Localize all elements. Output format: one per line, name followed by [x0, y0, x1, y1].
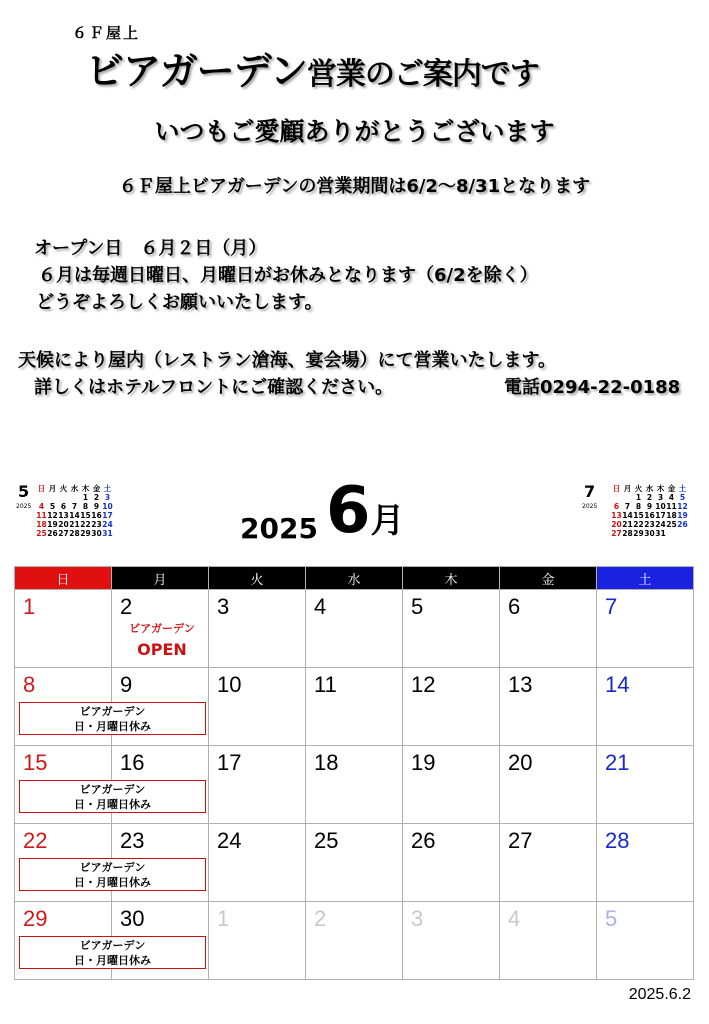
mini-day: 15: [633, 511, 644, 520]
mini-day: 11: [36, 511, 47, 520]
calendar-day-cell: [306, 746, 403, 824]
mini-day: 8: [82, 502, 89, 511]
calendar-month-suffix: 月: [370, 501, 405, 541]
mini-day: 14: [69, 511, 80, 520]
mini-july-month: 7: [584, 482, 596, 501]
closed-notice-box: [19, 858, 206, 891]
mini-day: [611, 493, 622, 502]
mini-weekday: 火: [634, 484, 643, 493]
weekday-thu: 木: [403, 567, 500, 590]
calendar-day-cell: [15, 668, 151, 746]
closed-notice-days: 日・月曜日休み: [74, 876, 151, 889]
calendar-day-number: 4: [314, 594, 327, 619]
mini-day: 15: [80, 511, 91, 520]
mini-day: 4: [668, 493, 675, 502]
calendar-day-cell: [597, 824, 694, 902]
calendar-day-number: 3: [217, 594, 230, 619]
mini-day: 29: [80, 529, 91, 538]
page-title: [86, 40, 539, 95]
calendar-day-number: 15: [23, 750, 48, 775]
mini-july-year: 2025: [582, 503, 598, 510]
phone-number: 電話0294-22-0188: [504, 377, 681, 398]
mini-day: 23: [91, 520, 102, 529]
calendar-day-number: 24: [217, 828, 242, 853]
mini-day: [622, 493, 633, 502]
mini-day: 16: [91, 511, 102, 520]
weekday-wed: 水: [306, 567, 403, 590]
mini-day: 1: [635, 493, 642, 502]
closed-notice-box: [19, 936, 206, 969]
calendar-day-cell: [209, 746, 306, 824]
calendar-day-number: 7: [605, 594, 618, 619]
location-label: ６Ｆ屋上: [72, 24, 141, 42]
calendar-day-number: 22: [23, 828, 48, 853]
mini-day: 27: [611, 529, 622, 538]
mini-day: 21: [622, 520, 633, 529]
mini-weekday: 日: [37, 484, 46, 493]
mini-day: 24: [102, 520, 113, 529]
mini-weekday: 火: [59, 484, 68, 493]
mini-weekday: 金: [92, 484, 101, 493]
closed-notice-box: [19, 780, 206, 813]
open-day-text: オープン日 ６月２日（月）: [34, 238, 267, 259]
calendar-day-number: 8: [23, 672, 36, 697]
calendar-day-cell: [597, 746, 694, 824]
calendar-week-row: [15, 902, 694, 980]
closed-notice-title: ビアガーデン: [79, 783, 146, 796]
mini-day: [69, 493, 80, 502]
mini-day: [36, 493, 47, 502]
calendar-day-number: 13: [508, 672, 533, 697]
mini-day: 14: [622, 511, 633, 520]
calendar-day-cell: [209, 668, 306, 746]
calendar-day-cell: [306, 902, 403, 980]
mini-may-grid: [36, 484, 113, 538]
calendar-year: 2025: [240, 512, 318, 545]
calendar-day-cell: [597, 590, 694, 668]
mini-day: 11: [666, 502, 677, 511]
mini-calendar-july: [582, 484, 702, 546]
calendar-day-number: 1: [23, 594, 36, 619]
calendar-day-cell: [500, 746, 597, 824]
calendar-day-cell: [112, 590, 209, 668]
mini-weekday: 日: [612, 484, 621, 493]
calendar-day-number: 5: [605, 906, 618, 931]
mini-day: 18: [666, 511, 677, 520]
title-main: ビアガーデン: [86, 49, 307, 93]
mini-weekday: 木: [81, 484, 90, 493]
mini-day: 31: [102, 529, 113, 538]
mini-day: 18: [36, 520, 47, 529]
mini-day: 22: [633, 520, 644, 529]
calendar-day-number: 4: [508, 906, 521, 931]
mini-weekday: 月: [48, 484, 57, 493]
calendar-day-cell: [209, 902, 306, 980]
calendar-day-cell: [209, 824, 306, 902]
calendar-day-number: 2: [120, 594, 133, 619]
calendar-day-number: 1: [217, 906, 230, 931]
title-rest: 営業のご案内です: [306, 57, 539, 92]
mini-day: 4: [38, 502, 45, 511]
calendar-day-number: 19: [411, 750, 436, 775]
calendar-day-cell: [597, 902, 694, 980]
calendar-day-number: 30: [120, 906, 145, 931]
mini-day: 25: [666, 520, 677, 529]
calendar-day-cell: [209, 590, 306, 668]
mini-day: 30: [644, 529, 655, 538]
mini-may-month: 5: [18, 482, 30, 501]
calendar-day-cell: [500, 902, 597, 980]
mini-july-grid: [611, 484, 688, 538]
regards-text: どうぞよろしくお願いいたします。: [36, 292, 323, 313]
calendar-day-cell: [403, 902, 500, 980]
weather-text: 天候により屋内（レストラン滄海、宴会場）にて営業いたします。: [18, 350, 557, 371]
calendar-day-number: 20: [508, 750, 533, 775]
mini-day: 3: [657, 493, 664, 502]
mini-day: 30: [91, 529, 102, 538]
mini-day: 12: [677, 502, 688, 511]
calendar-day-cell: [500, 668, 597, 746]
calendar-day-cell: [403, 824, 500, 902]
period-text: ６Ｆ屋上ビアガーデンの営業期間は6/2〜8/31となります: [118, 176, 591, 197]
calendar-day-number: 23: [120, 828, 145, 853]
mini-day: 5: [679, 493, 686, 502]
weekday-tue: 火: [209, 567, 306, 590]
mini-day: 17: [655, 511, 666, 520]
calendar-day-cell: [403, 590, 500, 668]
calendar-day-cell: [500, 590, 597, 668]
calendar-day-number: 26: [411, 828, 436, 853]
mini-day: [47, 493, 58, 502]
calendar-day-number: 2: [314, 906, 327, 931]
calendar-day-number: 10: [217, 672, 242, 697]
mini-day: 7: [624, 502, 631, 511]
weekday-sun: 日: [15, 567, 112, 590]
calendar-day-number: 14: [605, 672, 630, 697]
calendar-day-number: 21: [605, 750, 630, 775]
weekday-sat: 土: [597, 567, 694, 590]
closed-notice-box: [19, 702, 206, 735]
calendar-day-number: 17: [217, 750, 242, 775]
mini-day: 12: [47, 511, 58, 520]
calendar-month-number: 6: [326, 474, 371, 548]
mini-day: 29: [633, 529, 644, 538]
mini-day: 21: [69, 520, 80, 529]
calendar-day-number: 3: [411, 906, 424, 931]
mini-day: 23: [644, 520, 655, 529]
mini-weekday: 土: [103, 484, 112, 493]
mini-day: 10: [102, 502, 113, 511]
mini-day: 1: [82, 493, 89, 502]
calendar-day-cell: [403, 668, 500, 746]
mini-day: 26: [677, 520, 688, 529]
mini-weekday: 土: [678, 484, 687, 493]
footer-date: 2025.6.2: [628, 986, 691, 1003]
calendar-day-number: 16: [120, 750, 145, 775]
calendar-day-number: 6: [508, 594, 521, 619]
mini-day: 28: [622, 529, 633, 538]
mini-day: 27: [58, 529, 69, 538]
greeting: いつもご愛顧ありがとうございます: [154, 117, 555, 146]
calendar-day-cell: [597, 668, 694, 746]
closed-notice-title: ビアガーデン: [79, 939, 146, 952]
mini-day: 13: [611, 511, 622, 520]
june-calendar: [14, 566, 694, 980]
mini-day: 19: [677, 511, 688, 520]
mini-day: 9: [646, 502, 653, 511]
calendar-day-cell: [306, 668, 403, 746]
calendar-day-cell: [403, 746, 500, 824]
weekday-header-row: [15, 567, 694, 590]
calendar-day-cell: [500, 824, 597, 902]
calendar-day-number: 25: [314, 828, 339, 853]
mini-day: 16: [644, 511, 655, 520]
mini-calendar-may: [16, 484, 136, 546]
mini-weekday: 木: [656, 484, 665, 493]
calendar-day-number: 29: [23, 906, 48, 931]
mini-day: 2: [93, 493, 100, 502]
calendar-week-row: [15, 824, 694, 902]
mini-weekday: 月: [623, 484, 632, 493]
calendar-day-number: 5: [411, 594, 424, 619]
calendar-week-row: [15, 746, 694, 824]
calendar-day-number: 11: [314, 672, 337, 697]
mini-day: 25: [36, 529, 47, 538]
mini-weekday: 水: [70, 484, 79, 493]
mini-day: 8: [635, 502, 642, 511]
mini-day: 6: [613, 502, 620, 511]
mini-day: 24: [655, 520, 666, 529]
mini-day: 22: [80, 520, 91, 529]
calendar-month: [326, 476, 405, 556]
mini-day: 17: [102, 511, 113, 520]
mini-day: 10: [655, 502, 666, 511]
mini-day: 7: [71, 502, 78, 511]
mini-weekday: 金: [667, 484, 676, 493]
mini-may-year: 2025: [16, 503, 32, 510]
calendar-day-number: 18: [314, 750, 339, 775]
calendar-day-number: 9: [120, 672, 133, 697]
calendar-day-number: 28: [605, 828, 630, 853]
mini-day: [58, 493, 69, 502]
calendar-week-row: [15, 590, 694, 668]
closed-notice-title: ビアガーデン: [79, 705, 146, 718]
mini-day: 31: [655, 529, 666, 538]
calendar-day-cell: [306, 590, 403, 668]
mini-day: 9: [93, 502, 100, 511]
mini-day: 13: [58, 511, 69, 520]
mini-day: 20: [611, 520, 622, 529]
calendar-day-number: 27: [508, 828, 533, 853]
closed-notice-days: 日・月曜日休み: [74, 954, 151, 967]
mini-day: 3: [104, 493, 111, 502]
mini-day: 28: [69, 529, 80, 538]
closed-days-text: ６月は毎週日曜日、月曜日がお休みとなります（6/2を除く）: [38, 265, 538, 286]
mini-day: 6: [60, 502, 67, 511]
calendar-week-row: [15, 668, 694, 746]
front-desk-text: 詳しくはホテルフロントにご確認ください。: [34, 377, 394, 398]
opening-label: ビアガーデン: [129, 622, 195, 635]
mini-day: 5: [49, 502, 56, 511]
closed-notice-days: 日・月曜日休み: [74, 798, 151, 811]
calendar-day-number: 12: [411, 672, 436, 697]
closed-notice-title: ビアガーデン: [79, 861, 146, 874]
opening-marker: OPEN: [137, 640, 187, 659]
closed-notice-days: 日・月曜日休み: [74, 720, 151, 733]
mini-day: 26: [47, 529, 58, 538]
mini-weekday: 水: [645, 484, 654, 493]
weekday-fri: 金: [500, 567, 597, 590]
weekday-mon: 月: [112, 567, 209, 590]
calendar-day-cell: [15, 590, 112, 668]
mini-day: 2: [646, 493, 653, 502]
calendar-day-cell: [306, 824, 403, 902]
mini-day: 19: [47, 520, 58, 529]
mini-day: 20: [58, 520, 69, 529]
